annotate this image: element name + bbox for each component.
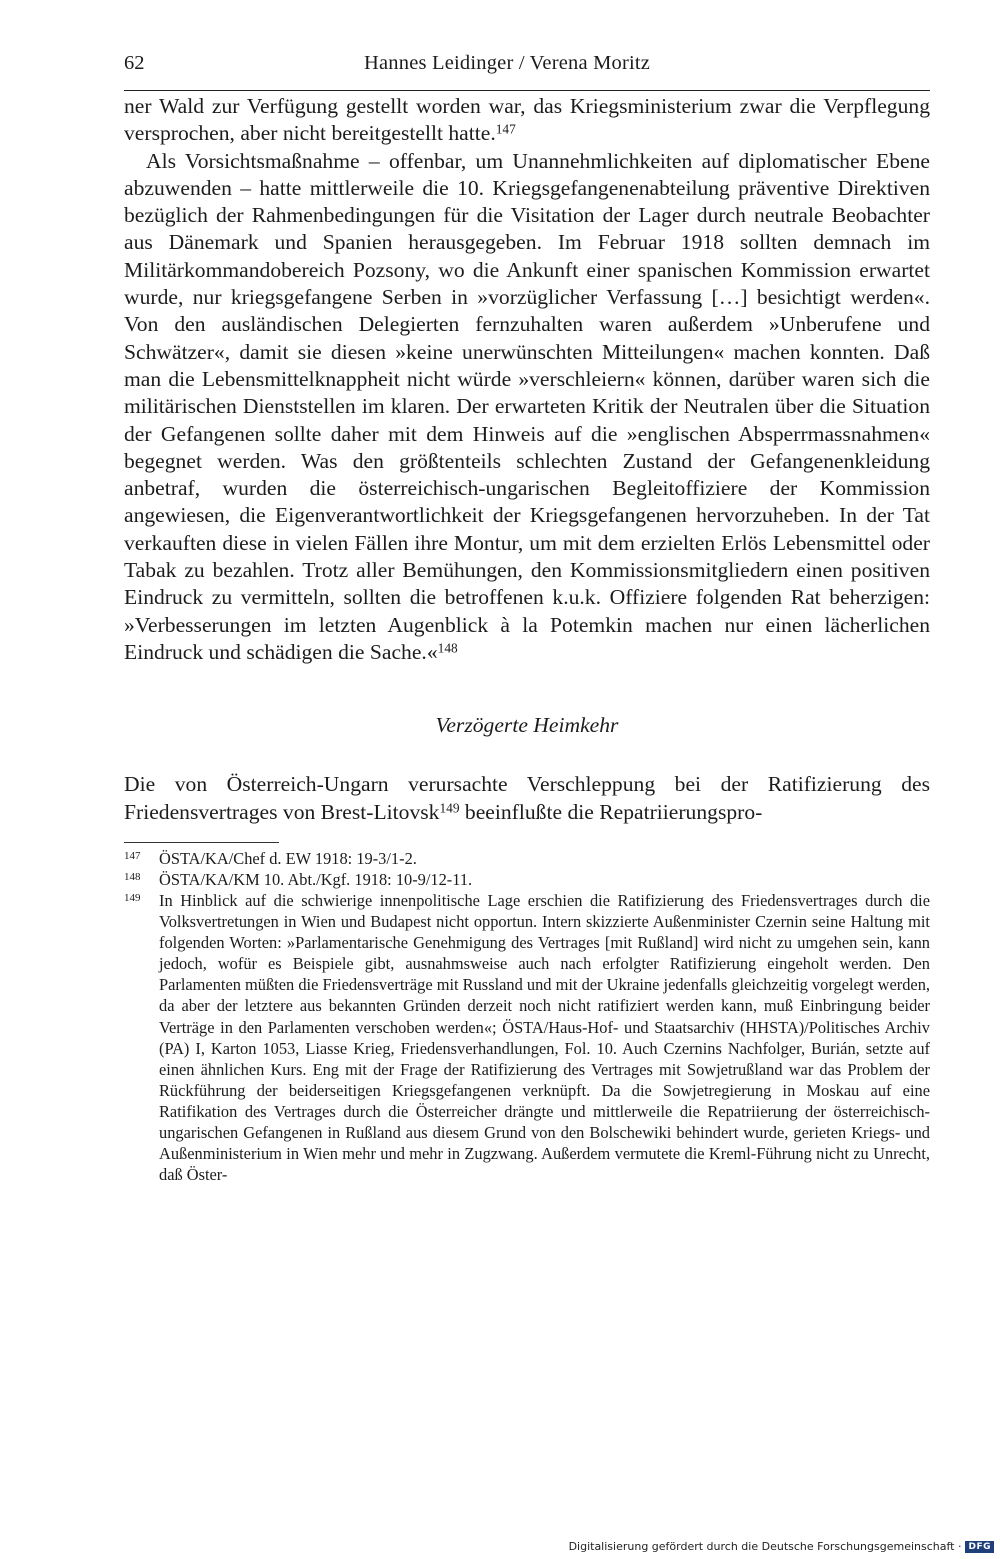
footnote xyxy=(124,848,930,869)
footnote-text: ÖSTA/KA/KM 10. Abt./Kgf. 1918: 10-9/12-11. xyxy=(159,869,473,889)
footnote-text: ÖSTA/KA/Chef d. EW 1918: 19-3/1-2. xyxy=(159,848,417,868)
paragraph xyxy=(124,771,930,826)
section-heading: Verzögerte Heimkehr xyxy=(435,713,619,738)
footnote-reference: 147 xyxy=(495,121,516,137)
paragraph-text: Die von Österreich-Ungarn verursachte Verschleppung bei der Ratifizierung des Friedensvertrages von Brest-Litovsk xyxy=(124,772,930,824)
paragraph-text: ner Wald zur Verfügung gestellt worden war, das Kriegsministerium zwar die Verpflegung versprochen, aber nicht bereitgestellt hatte. xyxy=(124,94,930,146)
footnote-divider xyxy=(124,842,279,843)
footnote-reference: 148 xyxy=(437,640,458,656)
paragraph-text: Als Vorsichtsmaßnahme – offenbar, um Unannehmlichkeiten auf diplomatischer Ebene abzuwenden – hatte mittlerweile die 10. Kriegsgefangenenabteilung präventive Direktiven bezüglich der Rahmenbedingungen für die Visitation der Lager durch neutrale Beobachter aus Dänemark und Spanien herausgegeben. Im Februar 1918 sollten demnach im Militärkommandobereich Pozsony, wo die Ankunft einer spanischen Kommission erwartet wurde, nur kriegsgefangene Serben in »vorzüglicher Verfassung […] besichtigt werden«. Von den ausländischen Delegierten fernzuhalten waren außerdem »Unberufene und Schwätzer«, damit sie diesen »keine unerwünschten Mitteilungen« machen konnten. Daß man die Lebensmittelknappheit nicht würde »verschleiern« können, darüber waren sich die militärischen Dienststellen im klaren. Der erwarteten Kritik der Neutralen über die Situation der Gefangenen sollte daher mit dem Hinweis auf die »englischen Absperrmassnahmen« begegnet werden. Was den größtenteils schlechten Zustand der Gefangenenkleidung anbetraf, wurden die österreichisch-ungarischen Begleitoffiziere der Kommission angewiesen, die Eigenverantwortlichkeit der Kriegsgefangenen hervorzuheben. In der Tat verkauften diese in vielen Fällen ihre Montur, um mit dem erzielten Erlös Lebensmittel oder Tabak zu bezahlen. Trotz aller Bemühungen, den Kommissionsmitgliedern einen positiven Eindruck zu vermitteln, sollten die betroffenen k.u.k. Offiziere folgenden Rat beherzigen: »Verbesserungen im letzten Augenblick à la Potemkin machen nur einen lächerlichen Eindruck und schädigen die Sache.« xyxy=(124,148,930,664)
book-page xyxy=(124,52,930,1185)
credit-text: Digitalisierung gefördert durch die Deutsche Forschungsgemeinschaft · xyxy=(568,1540,962,1553)
main-text xyxy=(124,93,930,826)
footnote xyxy=(124,869,930,890)
footnotes xyxy=(124,848,930,1186)
paragraph xyxy=(124,93,930,148)
paragraph-text: beeinflußte die Repatriierungspro- xyxy=(459,799,763,824)
dfg-logo-icon: DFG xyxy=(965,1541,994,1553)
footnote xyxy=(124,890,930,1185)
paragraph xyxy=(124,148,930,667)
running-head: Hannes Leidinger / Verena Moritz xyxy=(364,52,651,74)
footnote-number: 148 xyxy=(124,870,141,883)
footnote-reference: 149 xyxy=(439,799,460,815)
page-number: 62 xyxy=(124,52,145,74)
footnote-number: 149 xyxy=(124,892,141,905)
page-header xyxy=(124,52,930,91)
digitization-credit xyxy=(569,1540,994,1553)
footnote-text: In Hinblick auf die schwierige innenpolitische Lage erschien die Ratifizierung des Friedensvertrages durch die Volksvertretungen in Wien und Budapest nicht opportun. Intern skizzierte Außenminister Czernin seine Haltung mit folgenden Worten: »Parlamentarische Genehmigung des Vertrages [mit Rußland] wird nicht zu umgehen sein, kann jedoch, wofür es Beispiele gibt, ausnahmsweise auch nach erfolgter Ratifizierung eingeholt werden. Den Parlamenten müßten die Friedensverträge mit Russland und mit der Ukraine jedenfalls gleichzeitig vorgelegt werden, da aber der letztere aus bekannten Gründen derzeit noch nicht ratifiziert werden kann, muß Einbringung beider Verträge in den Parlamenten verschoben werden«; ÖSTA/Haus-Hof- und Staatsarchiv (HHSTA)/Politisches Archiv (PA) I, Karton 1053, Liasse Krieg, Friedensverhandlungen, Fol. 10. Auch Czernins Nachfolger, Burián, setzte auf einen ähnlichen Kurs. Eng mit der Frage der Ratifizierung des Vertrages mit Sowjetrußland war das Problem der Rückführung der beiderseitigen Kriegsgefangenen verknüpft. Da die Sowjetregierung in Moskau auf eine Ratifikation des Vertrages durch die Österreicher drängte und mittlerweile die Repatriierung der österreichisch-ungarischen Gefangenen in Rußland aus diesem Grund von den Bolschewiki behindert wurde, gerieten Kriegs- und Außenministerium in Wien mehr und mehr in Zugzwang. Außerdem vermutete die Kreml-Führung nicht zu Unrecht, daß Öster- xyxy=(159,891,930,1185)
footnote-number: 147 xyxy=(124,849,141,862)
